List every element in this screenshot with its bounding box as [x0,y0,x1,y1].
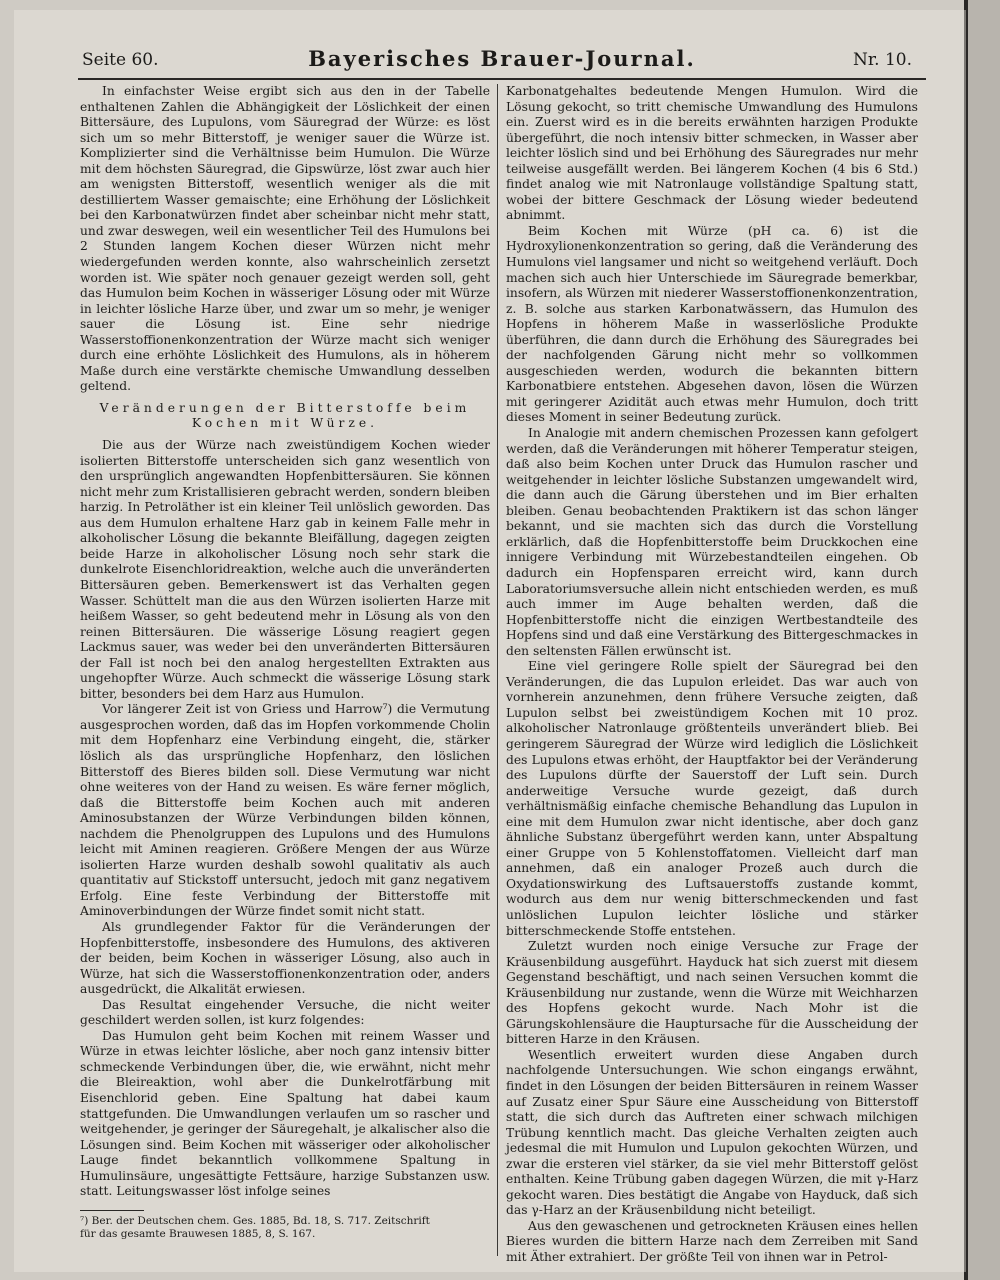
paragraph: Als grundlegender Faktor für die Veränderungen der Hopfenbitterstoffe, insbesondere des Humulons, des aktiveren der beiden, beim Kochen in wässeriger Lösung, also auch in Würze, hat sich die Wasserstoffionenkonzentration oder, anders ausgedrückt, die Alkalität erwiesen. [80,919,490,997]
column-divider [497,84,498,1256]
paragraph: Zuletzt wurden noch einige Versuche zur Frage der Kräusenbildung ausgeführt. Hayduck hat sich zuerst mit diesem Gegenstand beschäftigt, und nach seinen Versuchen kommt die Kräusenbildung nur zustande, wenn die Würze mit Weichharzen des Hopfens gekocht wurde. Nach Mohr ist die Gärungskohlensäure die Hauptursache für die Ausscheidung der bitteren Harze in den Kräusen. [506,939,918,1047]
paragraph: Aus den gewaschenen und getrockneten Kräusen eines hellen Bieres wurden die bittern Harze nach dem Zerreiben mit Sand mit Äther extrahiert. Der größte Teil von ihnen war in Petrol- [506,1218,918,1265]
issue-number: Nr. 10. [853,50,912,70]
footnote: ⁷) Ber. der Deutschen chem. Ges. 1885, Bd. 18, S. 717. Zeitschrift [80,1214,430,1227]
adjacent-page-edge [964,0,1000,1280]
paragraph: In Analogie mit andern chemischen Prozessen kann gefolgert werden, daß die Veränderungen mit höherer Temperatur steigen, daß also beim Kochen unter Druck das Humulon rascher und weitgehender in leichter lösliche Substanzen umgewandelt wird, die dann auch die Gärung überstehen und im Bier erhalten bleiben. Genau beobachtenden Praktikern ist das schon länger bekannt, und sie machten sich das durch die Vorstellung erklärlich, daß die Hopfenbitterstoffe beim Druckkochen eine innigere Verbindung mit Würzebestandteilen eingehen. Ob dadurch ein Hopfensparen erreicht wird, kann durch Laboratoriumsversuche allein nicht entschieden werden, es muß auch immer im Auge behalten werden, daß die Hopfenbitterstoffe nicht die einzigen Wertbestandteile des Hopfens sind und daß eine Verstärkung des Bittergeschmackes in den seltensten Fällen erwünscht ist. [506,426,918,658]
left-column [80,84,490,1241]
paragraph: Das Humulon geht beim Kochen mit reinem Wasser und Würze in etwas leichter lösliche, aber noch ganz intensiv bitter schmeckende Verbindungen über, die, wie erwähnt, nicht mehr die Bleireaktion, wohl aber die Dunkelrotfärbung mit Eisenchlorid geben. Eine Spaltung hat dabei kaum stattgefunden. Die Umwandlungen verlaufen um so rascher und weitgehender, je geringer der Säuregehalt, je alkalischer also die Lösungen sind. Beim Kochen mit wässeriger oder alkoholischer Lauge findet bekanntlich vollkommene Spaltung in Humulinsäure, ungesättigte Fettsäure, harzige Substanzen usw. statt. Leitungswasser löst infolge seines [80,1028,490,1199]
paragraph: Das Resultat eingehender Versuche, die nicht weiter geschildert werden sollen, ist kurz folgendes: [80,997,490,1028]
footnote-continued: für das gesamte Brauwesen 1885, 8, S. 167. [80,1227,316,1240]
paragraph: Vor längerer Zeit ist von Griess und Harrow⁷) die Vermutung ausgesprochen worden, daß das im Hopfen vorkommende Cholin mit dem Hopfenharz eine Verbindung eingeht, die, stärker löslich als das ursprüngliche Hopfenharz, den löslichen Bitterstoff des Bieres bilden soll. Diese Vermutung war nicht ohne weiteres von der Hand zu weisen. Es wäre ferner möglich, daß die Bitterstoffe beim Kochen auch mit anderen Aminosubstanzen der Würze Verbindungen bilden können, nachdem die Phenolgruppen des Lupulons und des Humulons leicht mit Aminen reagieren. Größere Mengen der aus Würze isolierten Harze wurden deshalb sowohl qualitativ als auch quantitativ auf Stickstoff untersucht, jedoch mit ganz negativem Erfolg. Eine feste Verbindung der Bitterstoffe mit Aminoverbindungen der Würze findet somit nicht statt. [80,702,490,919]
paragraph: Eine viel geringere Rolle spielt der Säuregrad bei den Veränderungen, die das Lupulon erleidet. Das war auch von vornherein anzunehmen, denn frühere Versuche zeigten, daß Lupulon selbst bei zweistündigem Kochen mit 10 proz. alkoholischer Natronlauge größtenteils unverändert blieb. Bei geringerem Säuregrad der Würze wird lediglich die Löslichkeit des Lupulons etwas erhöht, der Hauptfaktor bei der Veränderung des Lupulons dürfte der Sauerstoff der Luft sein. Durch anderweitige Versuche wurde gezeigt, daß durch verhältnismäßig einfache chemische Behandlung das Lupulon in eine mit dem Humulon zwar nicht identische, aber doch ganz ähnliche Substanz übergeführt werden kann, unter Abspaltung einer Gruppe von 5 Kohlenstoffatomen. Vielleicht darf man annehmen, daß ein analoger Prozeß auch durch die Oxydationswirkung des Luftsauerstoffs zustande kommt, wodurch aus dem nur wenig bitterschmeckenden und fast unlöslichen Lupulon leichter lösliche und stärker bitterschmeckende Stoffe entstehen. [506,659,918,938]
paragraph: Karbonatgehaltes bedeutende Mengen Humulon. Wird die Lösung gekocht, so tritt chemische Umwandlung des Humulons ein. Zuerst wird es in die bereits erwähnten harzigen Produkte übergeführt, die noch intensiv bitter schmecken, in Wasser aber leichter löslich sind und bei Erhöhung des Säuregrades nur mehr teilweise ausgefällt werden. Bei längerem Kochen (4 bis 6 Std.) findet analog wie mit Natronlauge vollständige Spaltung statt, wobei der bittere Geschmack der Lösung wieder bedeutend abnimmt. [506,84,918,223]
page-number: Seite 60. [82,50,159,70]
header-rule [78,78,926,80]
right-column [506,84,918,1266]
paragraph: Beim Kochen mit Würze (pH ca. 6) ist die Hydroxylionenkonzentration so gering, daß die Veränderung des Humulons viel langsamer und nicht so weitgehend verläuft. Doch machen sich auch hier Unterschiede im Säuregrade bemerkbar, insofern, als Würzen mit niederer Wasserstoffionenkonzentration, z. B. solche aus starken Karbonatwässern, das Humulon des Hopfens in höherem Maße in wasserlösliche Produkte überführen, die dann durch die Erhöhung des Säuregrades bei der nachfolgenden Gärung nicht mehr so vollkommen ausgeschieden werden, wodurch die bekannten bittern Karbonatbiere entstehen. Abgesehen davon, lösen die Würzen mit geringerer Azidität auch etwas mehr Humulon, doch tritt dieses Moment in seiner Bedeutung zurück. [506,223,918,425]
paragraph: In einfachster Weise ergibt sich aus den in der Tabelle enthaltenen Zahlen die Abhängigkeit der Löslichkeit der einen Bittersäure, des Lupulons, vom Säuregrad der Würze: es löst sich um so mehr Bitterstoff, je weniger sauer die Würze ist. Komplizierter sind die Verhältnisse beim Humulon. Die Würze mit dem höchsten Säuregrad, die Gipswürze, löst zwar auch hier am wenigsten Bitterstoff, wesentlich weniger als die mit destilliertem Wasser gemaischte; eine Erhöhung der Löslichkeit bei den Karbonatwürzen findet aber scheinbar nicht mehr statt, und zwar deswegen, weil ein wesentlicher Teil des Humulons bei 2 Stunden langem Kochen dieser Würzen nicht mehr wiedergefunden werden konnte, also wahrscheinlich zersetzt worden ist. Wie später noch genauer gezeigt werden soll, geht das Humulon beim Kochen in wässeriger Lösung oder mit Würze in leichter lösliche Harze über, und zwar um so mehr, je weniger sauer die Lösung ist. Eine sehr niedrige Wasserstoffionenkonzentration der Würze macht sich weniger durch eine erhöhte Löslichkeit des Humulons, als in höherem Maße durch eine verstärkte chemische Umwandlung desselben geltend. [80,84,490,394]
section-heading: Veränderungen der Bitterstoffe beim Kochen mit Würze. [99,400,471,431]
footnote-rule [80,1210,144,1211]
paragraph: Die aus der Würze nach zweistündigem Kochen wieder isolierten Bitterstoffe unterscheiden sich ganz wesentlich von den ursprünglich angewandten Hopfenbittersäuren. Sie können nicht mehr zum Kristallisieren gebracht werden, sondern bleiben harzig. In Petroläther ist ein kleiner Teil unlöslich geworden. Das aus dem Humulon erhaltene Harz gab in keinem Falle mehr in alkoholischer Lösung die bekannte Bleifällung, dagegen zeigten beide Harze in alkoholischer Lösung noch sehr stark die dunkelrote Eisenchloridreaktion, welche auch die unveränderten Bittersäuren geben. Bemerkenswert ist das Verhalten gegen Wasser. Schüttelt man die aus den Würzen isolierten Harze mit heißem Wasser, so geht bedeutend mehr in Lösung als von den reinen Bittersäuren. Die wässerige Lösung reagiert gegen Lackmus sauer, was weder bei den unveränderten Bittersäuren der Fall ist noch bei den analog hergestellten Extrakten aus ungehopfter Würze. Auch schmeckt die wässerige Lösung stark bitter, besonders bei dem Harz aus Humulon. [80,438,490,701]
paragraph: Wesentlich erweitert wurden diese Angaben durch nachfolgende Untersuchungen. Wie schon eingangs erwähnt, findet in den Lösungen der beiden Bittersäuren in reinem Wasser auf Zusatz einer Spur Säure eine Ausscheidung von Bitterstoff statt, die sich durch das Auftreten einer schwach milchigen Trübung kenntlich macht. Das gleiche Verhalten zeigten auch jedesmal die mit Humulon und Lupulon gekochten Würzen, und zwar die ersteren viel stärker, da sie viel mehr Bitterstoff gelöst enthalten. Keine Trübung gaben dagegen Würzen, die mit γ-Harz gekocht waren. Dies bestätigt die Angabe von Hayduck, daß sich das γ-Harz an der Kräusenbildung nicht beteiligt. [506,1047,918,1218]
page-header [82,46,922,74]
journal-title: Bayerisches Brauer-Journal. [308,46,696,71]
